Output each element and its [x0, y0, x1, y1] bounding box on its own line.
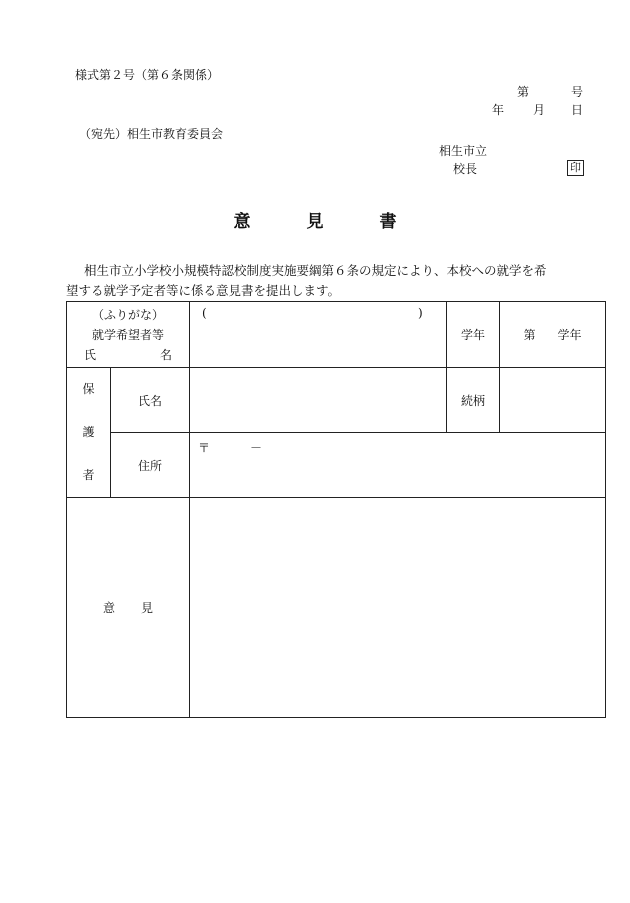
- opinion-field[interactable]: [190, 498, 606, 718]
- sender-school: 相生市立: [439, 144, 488, 158]
- address-label: 住所: [111, 433, 190, 498]
- date-day: 日: [571, 103, 584, 117]
- date-month: 月: [533, 103, 546, 117]
- sender-principal: 校長: [453, 162, 478, 176]
- applicant-name-label: [67, 345, 189, 365]
- guardian-label-char: 護: [82, 425, 95, 439]
- intro-line-1: 相生市立小学校小規模特認校制度実施要綱第６条の規定により、本校への就学を希: [84, 263, 547, 278]
- opinion-label-char: 意: [102, 601, 115, 615]
- opinion-label-char: 見: [141, 601, 154, 615]
- form-number: 様式第２号（第６条関係）: [75, 68, 220, 82]
- document-title: [0, 207, 630, 232]
- applicant-label: 就学希望者等: [91, 327, 164, 342]
- guardian-label-char: 者: [82, 468, 95, 482]
- furigana-paren-close: ): [418, 306, 423, 320]
- relationship-field[interactable]: [500, 368, 606, 433]
- title-char: 書: [379, 212, 397, 232]
- applicant-label-cell: [67, 302, 190, 368]
- furigana-label: （ふりがな）: [91, 307, 164, 322]
- relationship-label: 続柄: [447, 368, 500, 433]
- guardian-name-label: 氏名: [111, 368, 190, 433]
- applicant-row: [67, 302, 606, 368]
- guardian-address-row: [67, 433, 606, 498]
- date-year: 年: [492, 103, 505, 117]
- grade-dai: 第: [523, 328, 536, 342]
- furigana-paren-open: (: [202, 306, 207, 320]
- opinion-row: [67, 498, 606, 718]
- addressee: （宛先）相生市教育委員会: [79, 127, 224, 141]
- guardian-name-row: [67, 368, 606, 433]
- title-char: 見: [306, 212, 324, 232]
- grade-field[interactable]: [500, 302, 606, 368]
- postal-dash: －: [250, 441, 263, 455]
- postal-mark: 〒: [198, 441, 211, 455]
- grade-label: 学年: [447, 302, 500, 368]
- grade-gakunen: 学年: [557, 328, 582, 342]
- opinion-form-table: [66, 301, 606, 718]
- intro-line-2: 望する就学予定者等に係る意見書を提出します。: [66, 283, 341, 298]
- doc-number-dai: 第: [517, 85, 530, 99]
- doc-number-go: 号: [571, 85, 584, 99]
- opinion-label: [67, 498, 190, 718]
- name-label-char: 氏: [83, 347, 96, 362]
- guardian-label-char: 保: [82, 382, 95, 396]
- address-field[interactable]: [190, 433, 606, 498]
- name-label-char: 名: [160, 347, 173, 362]
- guardian-name-field[interactable]: [190, 368, 447, 433]
- seal-label: 印: [567, 160, 584, 176]
- seal-mark: [567, 160, 584, 176]
- title-char: 意: [233, 212, 251, 232]
- intro-paragraph: [66, 261, 606, 301]
- guardian-label-cell: [67, 368, 111, 498]
- applicant-name-field[interactable]: [190, 302, 447, 368]
